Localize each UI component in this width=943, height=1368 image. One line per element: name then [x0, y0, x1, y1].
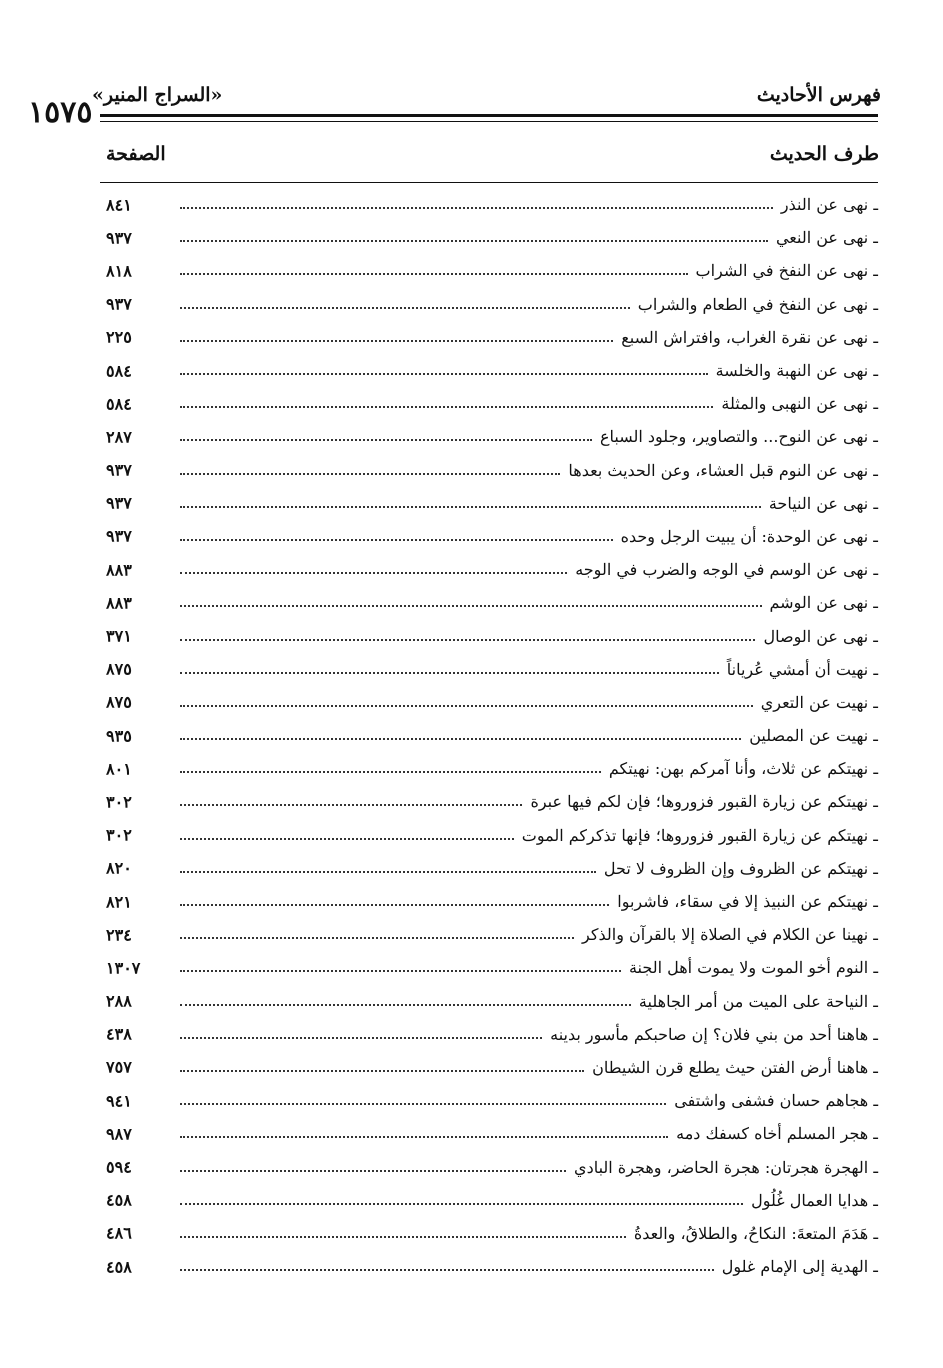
entry-dot-leader	[180, 770, 601, 773]
index-entry	[100, 686, 878, 719]
index-entry	[100, 454, 878, 487]
entry-page-number: ٨٧٥	[106, 659, 132, 679]
entry-dot-leader	[180, 1069, 584, 1072]
entry-hadith-text: ـ نهى عن النفخ في الشراب	[688, 261, 879, 280]
entry-dot-leader	[180, 405, 713, 408]
index-entry	[100, 1018, 878, 1051]
entry-hadith-text: ـ نهيت عن المصلين	[741, 726, 878, 745]
index-entry	[100, 1250, 878, 1283]
index-entry	[100, 619, 878, 652]
entry-page-number: ٥٩٤	[106, 1157, 132, 1177]
entry-page-number: ٨٢١	[106, 892, 132, 912]
entry-hadith-text: ـ نهى عن الوحدة: أن يبيت الرجل وحده	[613, 527, 878, 546]
entry-hadith-text: ـ نهى عن النهبى والمثلة	[713, 394, 878, 413]
index-entry	[100, 221, 878, 254]
entry-dot-leader	[180, 936, 574, 939]
index-entry	[100, 487, 878, 520]
entry-page-number: ١٣٠٧	[106, 958, 141, 978]
index-entry	[100, 254, 878, 287]
entry-hadith-text: ـ نهى عن النياحة	[761, 494, 878, 513]
entry-hadith-text: ـ نهى عن النهبة والخلسة	[708, 361, 878, 380]
entry-hadith-text: ـ نهيتكم عن الظروف وإن الظروف لا تحل	[596, 859, 878, 878]
entry-dot-leader	[180, 272, 688, 275]
entry-hadith-text: ـ نهى عن النفخ في الطعام والشراب	[630, 295, 878, 314]
entry-page-number: ٣٠٢	[106, 825, 132, 845]
entry-page-number: ٨٧٥	[106, 692, 132, 712]
index-entry	[100, 288, 878, 321]
entry-page-number: ٢٢٥	[106, 327, 132, 347]
entry-page-number: ٨٤١	[106, 195, 132, 215]
entry-dot-leader	[180, 538, 613, 541]
page-number: ١٥٧٥	[28, 95, 93, 130]
entry-hadith-text: ـ النياحة على الميت من أمر الجاهلية	[631, 992, 878, 1011]
entry-dot-leader	[180, 638, 755, 641]
index-entry	[100, 985, 878, 1018]
index-entry	[100, 852, 878, 885]
entry-dot-leader	[180, 206, 773, 209]
entry-page-number: ٢٨٧	[106, 427, 132, 447]
entry-hadith-text: ـ النوم أخو الموت ولا يموت أهل الجنة	[621, 958, 878, 977]
index-entry	[100, 188, 878, 221]
index-entry	[100, 1051, 878, 1084]
index-entry	[100, 1184, 878, 1217]
entry-page-number: ٣٠٢	[106, 792, 132, 812]
entry-page-number: ٤٣٨	[106, 1024, 132, 1044]
entry-dot-leader	[180, 1169, 566, 1172]
entry-dot-leader	[180, 1235, 626, 1238]
entry-hadith-text: ـ نهيتكم عن ثلاث، وأنا آمركم بهن: نهيتكم	[601, 759, 878, 778]
entry-hadith-text: ـ نهى عن النوم قبل العشاء، وعن الحديث بعدها	[560, 461, 878, 480]
index-entry	[100, 951, 878, 984]
entry-hadith-text: ـ نهى عن الوشم	[762, 593, 878, 612]
entry-hadith-text: ـ هدايا العمال غُلُول	[743, 1191, 878, 1210]
entry-page-number: ٨٨٣	[106, 560, 132, 580]
entry-page-number: ٨٠١	[106, 759, 132, 779]
entry-page-number: ٩٨٧	[106, 1124, 132, 1144]
entry-hadith-text: ـ نهى عن الوصال	[755, 627, 878, 646]
index-entry	[100, 1084, 878, 1117]
entry-dot-leader	[180, 438, 592, 441]
entry-page-number: ٩٣٧	[106, 228, 132, 248]
entry-dot-leader	[180, 837, 514, 840]
entry-page-number: ٢٨٨	[106, 991, 132, 1011]
index-entry	[100, 752, 878, 785]
entry-dot-leader	[180, 969, 621, 972]
index-entry	[100, 785, 878, 818]
entry-page-number: ٥٨٤	[106, 394, 132, 414]
running-header-book-title: «السراج المنير»	[92, 84, 223, 106]
entry-dot-leader	[180, 372, 708, 375]
index-entry	[100, 1217, 878, 1250]
entry-page-number: ٩٣٧	[106, 294, 132, 314]
entry-dot-leader	[180, 505, 761, 508]
entry-dot-leader	[180, 571, 567, 574]
index-entry	[100, 354, 878, 387]
index-entry	[100, 387, 878, 420]
entry-hadith-text: ـ نهى عن الوسم في الوجه والضرب في الوجه	[567, 560, 878, 579]
entry-page-number: ٧٥٧	[106, 1057, 132, 1077]
entry-page-number: ٩٤١	[106, 1091, 132, 1111]
entry-hadith-text: ـ الهجرة هجرتان: هجرة الحاضر، وهجرة البادي	[566, 1158, 878, 1177]
entry-page-number: ٤٥٨	[106, 1257, 132, 1277]
entry-dot-leader	[180, 472, 560, 475]
entry-dot-leader	[180, 1135, 668, 1138]
entry-dot-leader	[180, 239, 768, 242]
entry-page-number: ٨٢٠	[106, 858, 132, 878]
index-entry	[100, 819, 878, 852]
index-entry	[100, 586, 878, 619]
entry-hadith-text: ـ هَدَمَ المتعةَ: النكاحُ، والطلاقُ، والعدةُ	[626, 1224, 878, 1243]
entry-hadith-text: ـ نهيت أن أمشي عُرياناً	[719, 660, 878, 679]
entry-hadith-text: ـ هجاهم حسان فشفى واشتفى	[666, 1091, 878, 1110]
entry-hadith-text: ـ نهيتكم عن زيارة القبور فزوروها؛ فإن لكم فيها عبرة	[522, 792, 878, 811]
column-header-hadith: طرف الحديث	[769, 143, 879, 165]
entry-hadith-text: ـ نهينا عن الكلام في الصلاة إلا بالقرآن والذكر	[574, 925, 878, 944]
index-entry	[100, 553, 878, 586]
index-entry	[100, 653, 878, 686]
index-entry	[100, 885, 878, 918]
entry-hadith-text: ـ الهدية إلى الإمام غلول	[714, 1257, 878, 1276]
index-entry	[100, 520, 878, 553]
column-header-rule	[100, 182, 878, 183]
index-entry	[100, 719, 878, 752]
entry-dot-leader	[180, 870, 596, 873]
entry-page-number: ٢٣٤	[106, 925, 132, 945]
entry-hadith-text: ـ نهيت عن التعري	[753, 693, 878, 712]
header-rule-thick	[100, 114, 878, 117]
entry-dot-leader	[180, 1268, 714, 1271]
entry-hadith-text: ـ نهى عن النذر	[773, 195, 878, 214]
entry-dot-leader	[180, 671, 719, 674]
entry-dot-leader	[180, 803, 522, 806]
entry-page-number: ٤٨٦	[106, 1223, 132, 1243]
entry-dot-leader	[180, 1003, 631, 1006]
index-entry	[100, 321, 878, 354]
index-entries-list	[100, 188, 878, 1283]
entry-dot-leader	[180, 604, 762, 607]
entry-page-number: ٨٨٣	[106, 593, 132, 613]
entry-hadith-text: ـ هجر المسلم أخاه كسفك دمه	[668, 1124, 878, 1143]
entry-page-number: ٥٨٤	[106, 361, 132, 381]
index-entry	[100, 1150, 878, 1183]
entry-hadith-text: ـ هاهنا أحد من بني فلان؟ إن صاحبكم مأسور بدينه	[542, 1025, 878, 1044]
running-header-index-title: فهرس الأحاديث	[756, 84, 881, 106]
entry-page-number: ٨١٨	[106, 261, 132, 281]
entry-dot-leader	[180, 903, 609, 906]
entry-dot-leader	[180, 704, 753, 707]
column-header-page: الصفحة	[106, 143, 166, 165]
entry-page-number: ٣٧١	[106, 626, 132, 646]
header-rule-thin	[100, 121, 878, 122]
entry-dot-leader	[180, 339, 613, 342]
entry-page-number: ٤٥٨	[106, 1190, 132, 1210]
entry-dot-leader	[180, 1202, 743, 1205]
entry-dot-leader	[180, 1036, 542, 1039]
entry-page-number: ٩٣٧	[106, 460, 132, 480]
entry-dot-leader	[180, 737, 741, 740]
entry-hadith-text: ـ نهى عن نقرة الغراب، وافتراش السبع	[613, 328, 878, 347]
entry-dot-leader	[180, 306, 630, 309]
entry-page-number: ٩٣٧	[106, 493, 132, 513]
entry-hadith-text: ـ نهى عن النوح... والتصاوير، وجلود السباع	[592, 427, 878, 446]
entry-hadith-text: ـ نهى عن النعي	[768, 228, 878, 247]
index-entry	[100, 420, 878, 453]
entry-dot-leader	[180, 1102, 666, 1105]
entry-hadith-text: ـ نهيتكم عن النبيذ إلا في سقاء، فاشربوا	[609, 892, 878, 911]
entry-hadith-text: ـ هاهنا أرض الفتن حيث يطلع قرن الشيطان	[584, 1058, 878, 1077]
entry-hadith-text: ـ نهيتكم عن زيارة القبور فزوروها؛ فإنها تذكركم الموت	[514, 826, 878, 845]
index-entry	[100, 918, 878, 951]
index-entry	[100, 1117, 878, 1150]
entry-page-number: ٩٣٧	[106, 526, 132, 546]
entry-page-number: ٩٣٥	[106, 726, 132, 746]
